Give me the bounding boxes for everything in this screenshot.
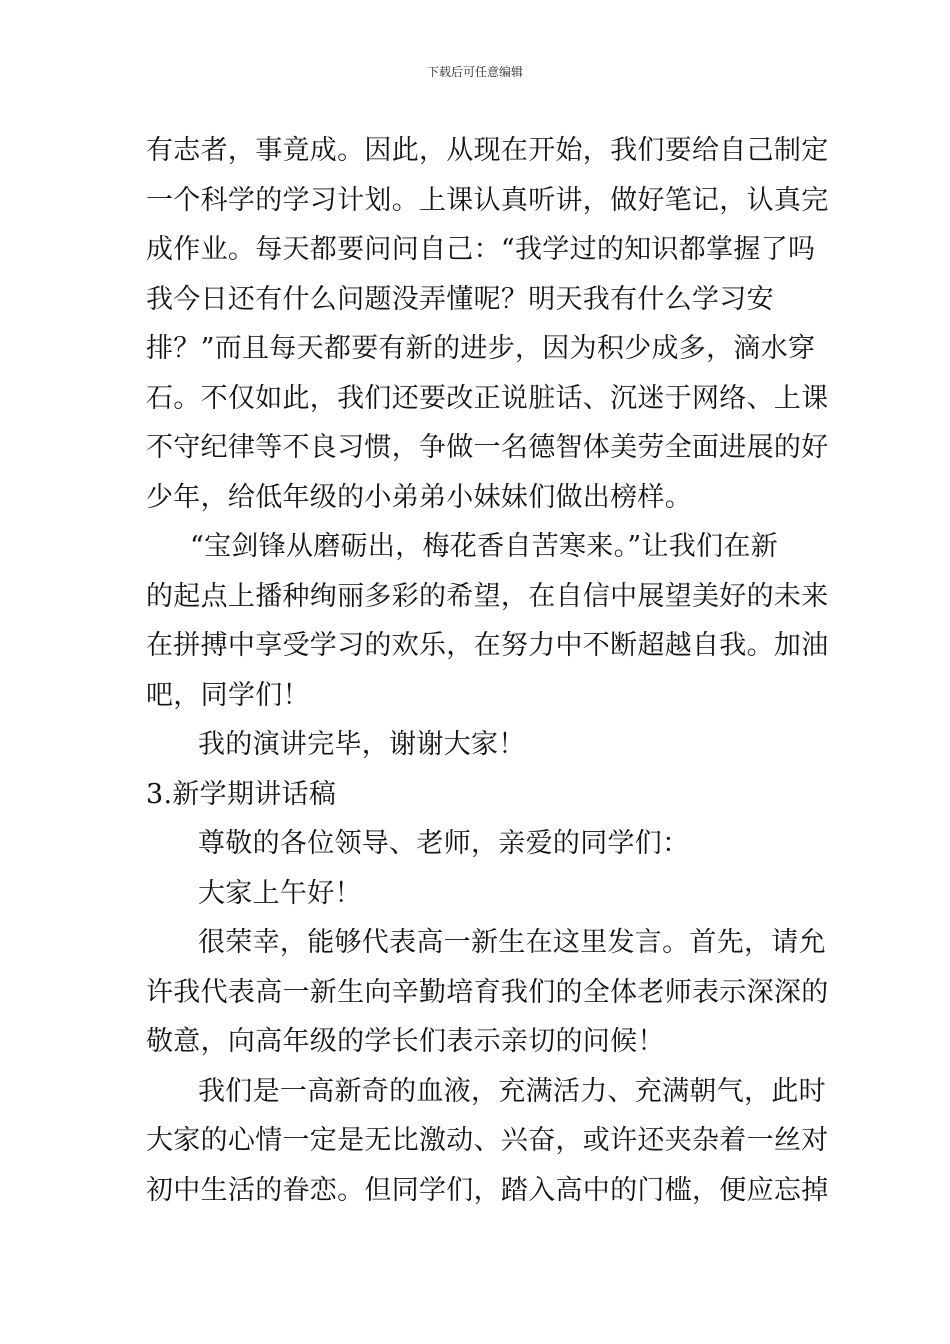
text-line: “宝剑锋从磨砺出，梅花香自苦寒来。”让我们在新 [190,531,779,562]
text-line: 很荣幸，能够代表高一新生在这里发言。首先，请允 [198,927,826,958]
text-line: 有志者，事竟成。因此，从现在开始，我们要给自己制定 [146,135,829,166]
text-line: 一个科学的学习计划。上课认真听讲，做好笔记，认真完 [146,184,829,216]
section-heading: 3.新学期讲话稿 [146,778,337,810]
text-line: 在拼搏中享受学习的欢乐，在努力中不断超越自我。加油 [146,630,829,661]
text-line: 我的演讲完毕，谢谢大家！ [198,729,526,760]
text-line: 初中生活的眷恋。但同学们，踏入高中的门槛，便应忘掉 [146,1174,829,1206]
text-line: 大家上午好！ [198,877,362,909]
text-line: 的起点上播种绚丽多彩的希望，在自信中展望美好的未来 [146,580,829,612]
text-line: 排？”而且每天都要有新的进步，因为积少成多，滴水穿 [146,333,816,364]
text-line: 成作业。每天都要问问自己：“我学过的知识都掌握了吗 [146,234,816,265]
text-line: 我今日还有什么问题没弄懂呢？明天我有什么学习安 [146,283,774,315]
text-line: 吧，同学们！ [146,679,310,711]
text-line: 尊敬的各位领导、老师，亲爱的同学们： [198,828,690,859]
text-line: 不守纪律等不良习惯，争做一名德智体美劳全面进展的好 [146,432,829,463]
text-line: 我们是一高新奇的血液，充满活力、充满朝气，此时 [198,1075,826,1107]
text-line: 大家的心情一定是无比激动、兴奋，或许还夹杂着一丝对 [146,1125,829,1156]
document-body [146,126,829,1215]
text-line: 敬意，向高年级的学长们表示亲切的问候！ [146,1026,665,1057]
text-line: 石。不仅如此，我们还要改正说脏话、沉迷于网络、上课 [146,382,829,414]
page-header: 下载后可任意编辑 [426,65,523,79]
text-line: 少年，给低年级的小弟弟小妹妹们做出榜样。 [146,481,692,513]
text-line: 许我代表高一新生向辛勤培育我们的全体老师表示深深的 [146,976,829,1008]
